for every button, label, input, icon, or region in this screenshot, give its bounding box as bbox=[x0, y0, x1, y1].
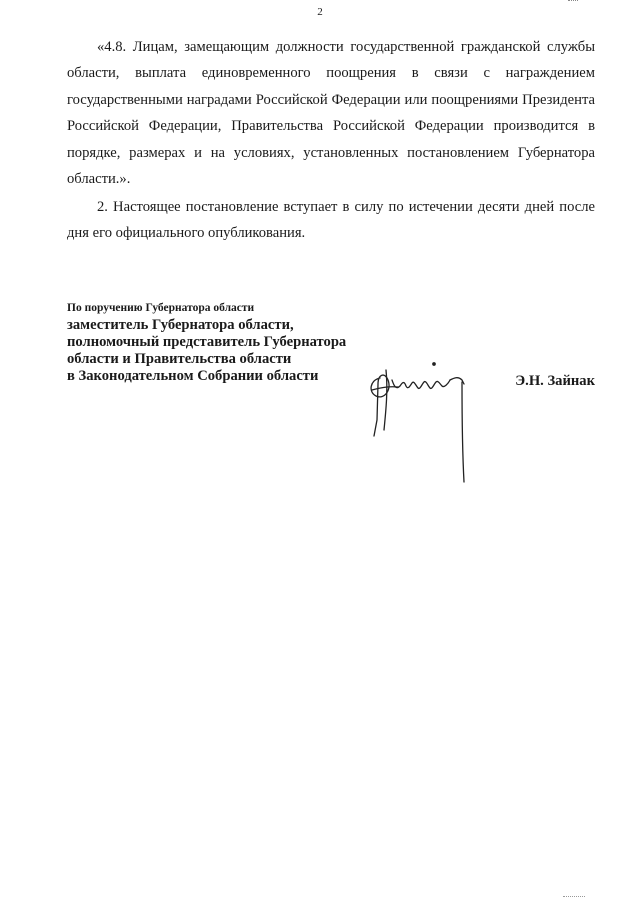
position-line: полномочный представитель Губернатора bbox=[67, 334, 347, 350]
handwritten-signature-icon bbox=[358, 350, 478, 490]
position-line: области и Правительства области bbox=[67, 351, 292, 367]
position-line: заместитель Губернатора области, bbox=[67, 317, 294, 333]
scan-edge-mark bbox=[563, 896, 585, 899]
scan-edge-mark bbox=[568, 0, 578, 4]
signature-block bbox=[67, 302, 367, 385]
page-number: 2 bbox=[317, 6, 323, 18]
position-line: в Законодательном Собрании области bbox=[67, 368, 319, 384]
paragraph-4-8: «4.8. Лицам, замещающим должности государственной гражданской службы области, выплата единовременного поощрения в связи с награждением государственными наградами Российской Федерации или поощрениями Президента Российской Федерации, Правительства Российской Федерации производится в порядке, размерах и на условиях, установленных постановлением Губернатора области.». bbox=[67, 39, 595, 188]
signature-instruction: По поручению Губернатора области bbox=[67, 302, 255, 314]
signatory-name: Э.Н. Зайнак bbox=[515, 373, 595, 389]
paragraph-2-effective-date: 2. Настоящее постановление вступает в силу по истечении десяти дней после дня его официального опубликования. bbox=[67, 199, 595, 242]
